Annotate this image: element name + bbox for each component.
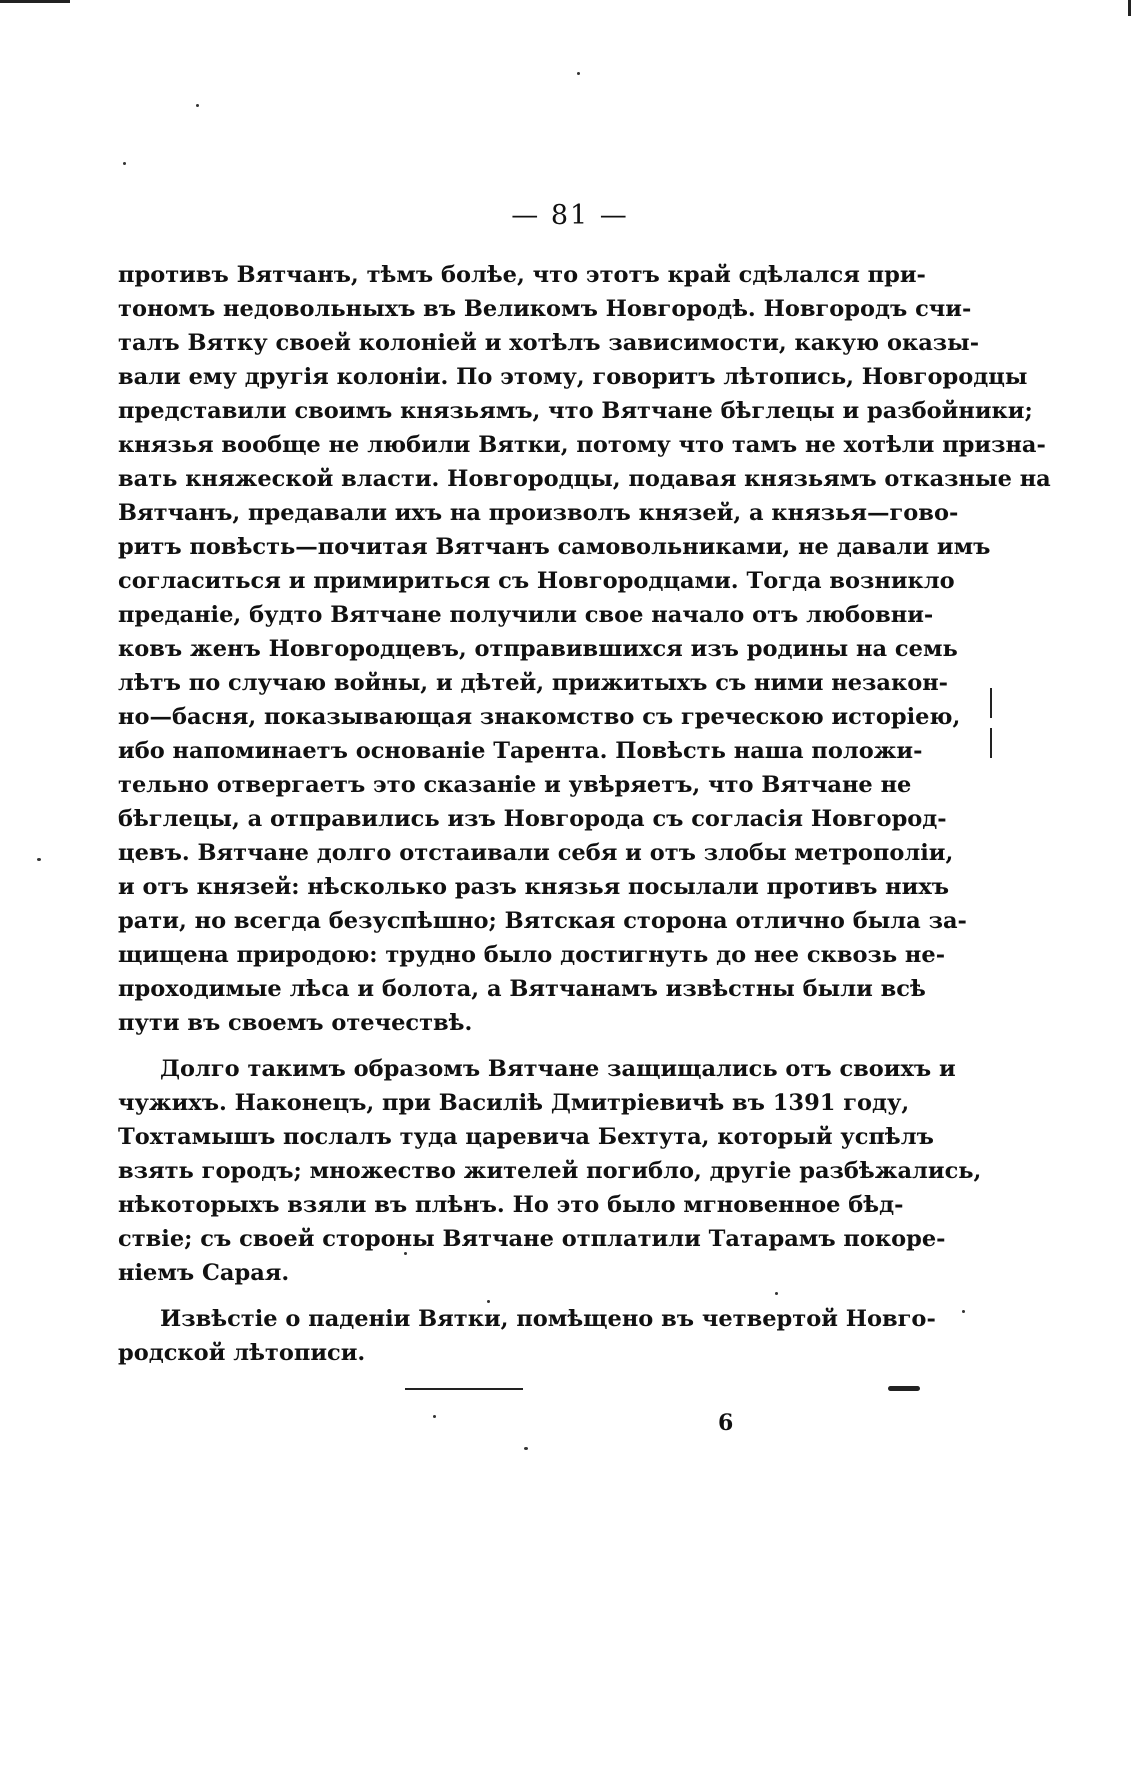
text-line: князья вообще не любили Вятки, потому что тамъ не хотѣли призна-	[118, 432, 1046, 458]
text-line: Тохтамышъ послалъ туда царевича Бехтута, который успѣлъ	[118, 1124, 934, 1150]
text-line: родской лѣтописи.	[118, 1340, 366, 1366]
paragraph-gap	[118, 1040, 808, 1052]
text-line: ковъ женъ Новгородцевъ, отправившихся изъ родины на семь	[118, 636, 958, 662]
text-line: но—басня, показывающая знакомство съ греческою исторіею,	[118, 704, 961, 730]
page-number-header: — 81 —	[511, 200, 629, 231]
text-line: ніемъ Сарая.	[118, 1260, 290, 1286]
scan-edge-mark	[888, 1386, 920, 1391]
text-line: тономъ недовольныхъ въ Великомъ Новгородѣ. Новгородъ счи-	[118, 296, 972, 322]
scan-edge-mark	[990, 688, 992, 718]
text-line: вать княжеской власти. Новгородцы, подавая князьямъ отказные на	[118, 466, 1051, 492]
text-line: Долго такимъ образомъ Вятчане защищались отъ своихъ и	[160, 1056, 956, 1082]
text-line: пути въ своемъ отечествѣ.	[118, 1010, 473, 1036]
text-line: вали ему другія колоніи. По этому, говоритъ лѣтопись, Новгородцы	[118, 364, 1028, 390]
text-line: и отъ князей: нѣсколько разъ князья посылали противъ нихъ	[118, 874, 950, 900]
text-line: ствіе; съ своей стороны Вятчане отплатили Татарамъ покоре-	[118, 1226, 946, 1252]
text-line: Вятчанъ, предавали ихъ на произволъ князей, а князья—гово-	[118, 500, 959, 526]
text-line: щищена природою: трудно было достигнуть до нее сквозь не-	[118, 942, 946, 968]
text-line: согласиться и примириться съ Новгородцами. Тогда возникло	[118, 568, 955, 594]
text-line: нѣкоторыхъ взяли въ плѣнъ. Но это было мгновенное бѣд-	[118, 1192, 904, 1218]
scan-speck	[196, 104, 199, 107]
text-line: Извѣстіе о паденіи Вятки, помѣщено въ четвертой Новго-	[160, 1306, 936, 1332]
text-line: чужихъ. Наконецъ, при Василіѣ Дмитріевичѣ въ 1391 году,	[118, 1090, 910, 1116]
scan-edge-mark	[990, 728, 992, 758]
scan-edge-mark	[0, 0, 70, 3]
scan-speck	[962, 1310, 965, 1313]
paragraph-gap	[118, 1290, 808, 1302]
text-line: преданіе, будто Вятчане получили свое начало отъ любовни-	[118, 602, 934, 628]
scan-speck	[123, 162, 126, 165]
scan-speck	[37, 858, 41, 861]
end-rule	[405, 1388, 523, 1390]
text-line: цевъ. Вятчане долго отстаивали себя и отъ злобы метрополіи,	[118, 840, 954, 866]
text-line: талъ Вятку своей колоніей и хотѣлъ зависимости, какую оказы-	[118, 330, 980, 356]
text-line: проходимые лѣса и болота, а Вятчанамъ извѣстны были всѣ	[118, 976, 926, 1002]
scan-speck	[524, 1447, 528, 1450]
text-line: лѣтъ по случаю войны, и дѣтей, прижитыхъ съ ними незакон-	[118, 670, 949, 696]
text-line: ритъ повѣсть—почитая Вятчанъ самовольниками, не давали имъ	[118, 534, 991, 560]
body-text	[118, 258, 1051, 1370]
text-line: противъ Вятчанъ, тѣмъ болѣе, что этотъ край сдѣлался при-	[118, 262, 926, 288]
scan-speck	[775, 1292, 778, 1295]
scan-edge-mark	[1128, 0, 1131, 16]
scan-speck	[487, 1300, 490, 1303]
text-line: взять городъ; множество жителей погибло, другіе разбѣжались,	[118, 1158, 982, 1184]
signature-mark: 6	[718, 1410, 734, 1436]
text-line: рати, но всегда безуспѣшно; Вятская сторона отлично была за-	[118, 908, 967, 934]
scan-speck	[577, 72, 580, 75]
text-line: тельно отвергаетъ это сказаніе и увѣряетъ, что Вятчане не	[118, 772, 912, 798]
text-line: ибо напоминаетъ основаніе Тарента. Повѣсть наша положи-	[118, 738, 923, 764]
scan-speck	[404, 1252, 407, 1255]
scan-speck	[433, 1415, 436, 1418]
text-line: представили своимъ князьямъ, что Вятчане бѣглецы и разбойники;	[118, 398, 1033, 424]
text-line: бѣглецы, а отправились изъ Новгорода съ согласія Новгород-	[118, 806, 947, 832]
